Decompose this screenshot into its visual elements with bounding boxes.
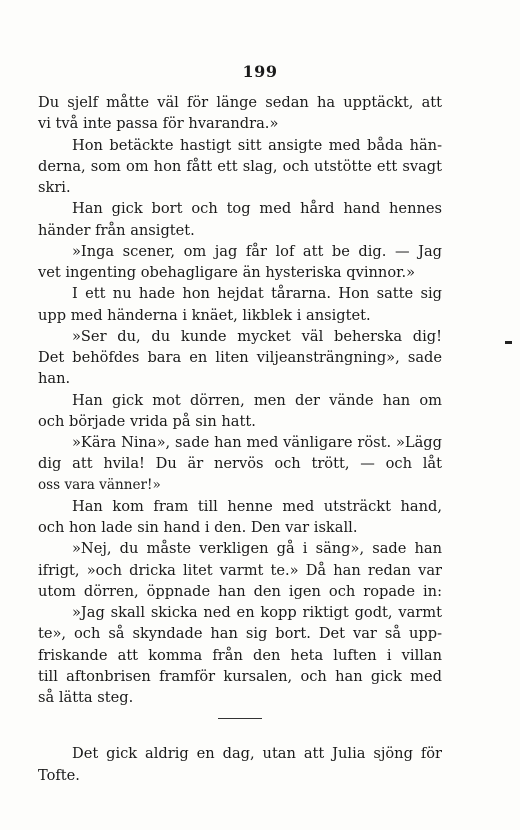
text-line: »Inga scener, om jag får lof att be dig. — Jag bbox=[72, 242, 442, 260]
text-line: dig att hvila! Du är nervös och trött, — och låt bbox=[38, 455, 442, 473]
text-line: utom dörren, öppnade han den igen och ropade in: bbox=[38, 582, 442, 600]
text-line: Tofte. bbox=[38, 766, 80, 784]
text-block-after-break bbox=[38, 743, 442, 786]
text-line: upp med händerna i knäet, likblek i ansigtet. bbox=[38, 306, 371, 324]
text-line: »Nej, du måste verkligen gå i säng», sade han bbox=[72, 540, 442, 558]
text-line: skri. bbox=[38, 179, 71, 196]
text-line: händer från ansigtet. bbox=[38, 221, 195, 239]
text-line: Hon betäckte hastigt sitt ansigte med båda hän- bbox=[72, 136, 442, 154]
text-line: till aftonbrisen framför kursalen, och han gick med bbox=[38, 667, 442, 685]
text-line: »Jag skall skicka ned en kopp riktigt godt, varmt bbox=[72, 604, 442, 621]
text-line: så lätta steg. bbox=[38, 689, 134, 706]
text-line: Han kom fram till henne med utsträckt hand, bbox=[72, 497, 442, 515]
text-block-before-break bbox=[38, 92, 442, 708]
text-line: vet ingenting obehagligare än hysteriska qvinnor.» bbox=[38, 264, 416, 281]
page-number: 199 bbox=[242, 62, 278, 81]
text-line: Du sjelf måtte väl för länge sedan ha upptäckt, att bbox=[38, 94, 442, 111]
text-line: te», och så skyndade han sig bort. Det var så upp- bbox=[38, 625, 442, 643]
margin-mark bbox=[505, 341, 512, 344]
text-line: »Kära Nina», sade han med vänligare röst. »Lägg bbox=[72, 434, 442, 451]
text-line: oss vara vänner!» bbox=[38, 476, 161, 493]
text-line: I ett nu hade hon hejdat tårarna. Hon satte sig bbox=[72, 285, 442, 303]
text-line: Det behöfdes bara en liten viljeansträngning», sade bbox=[38, 349, 442, 366]
text-line: friskande att komma från den heta luften i villan bbox=[38, 646, 442, 664]
text-line: Det gick aldrig en dag, utan att Julia sjöng för bbox=[72, 745, 442, 763]
section-separator bbox=[218, 718, 262, 719]
text-line: Han gick mot dörren, men der vände han om bbox=[72, 391, 442, 409]
text-line: Han gick bort och tog med hård hand hennes bbox=[72, 200, 442, 218]
text-line: vi två inte passa för hvarandra.» bbox=[38, 115, 279, 133]
text-line: och hon lade sin hand i den. Den var iskall. bbox=[38, 519, 358, 536]
text-line: han. bbox=[38, 370, 71, 388]
text-line: derna, som om hon fått ett slag, och utstötte ett svagt bbox=[38, 157, 442, 175]
text-line: ifrigt, »och dricka litet varmt te.» Då han redan var bbox=[38, 561, 442, 579]
text-line: »Ser du, du kunde mycket väl beherska dig! bbox=[72, 327, 442, 345]
text-line: och började vrida på sin hatt. bbox=[38, 412, 256, 430]
body-text bbox=[38, 92, 442, 786]
